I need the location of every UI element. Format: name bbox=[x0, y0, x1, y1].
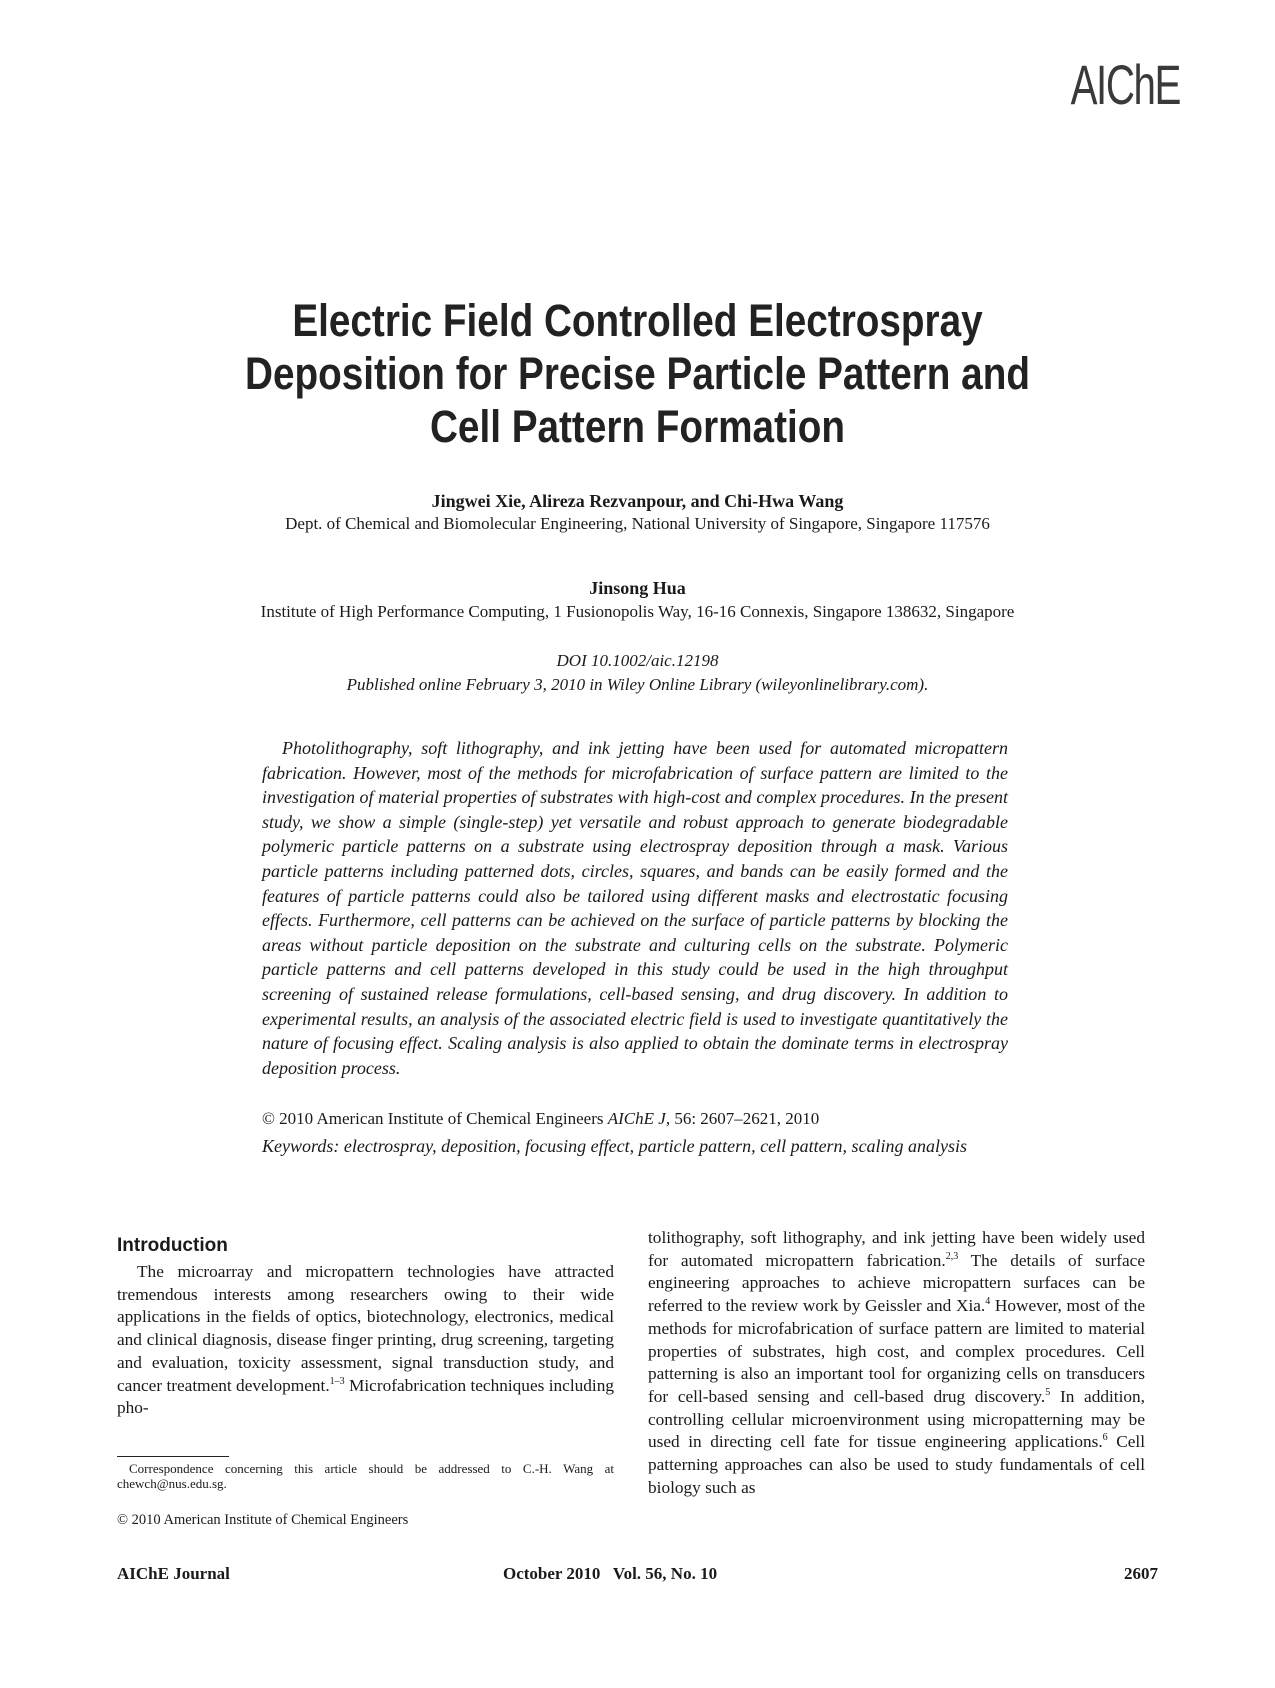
right-text-5: Cell patterning approaches can also be used to study fundamentals of cell biology such as bbox=[648, 1432, 1145, 1497]
copyright-suffix: 56: 2607–2621, 2010 bbox=[670, 1109, 820, 1128]
title-line-3: Cell Pattern Formation bbox=[429, 401, 846, 452]
right-text-4: In addition, controlling cellular microenvironment using micropatterning may be used in directing cell fate for tissue engineering applications. bbox=[648, 1386, 1146, 1452]
intro-left-column bbox=[117, 1261, 614, 1420]
citation-ref: 5 bbox=[1045, 1387, 1051, 1399]
footer-issue: October 2010 Vol. 56, No. 10 bbox=[503, 1564, 718, 1583]
title-line-2: Deposition for Precise Particle Pattern and bbox=[245, 348, 1030, 399]
intro-right-column bbox=[648, 1227, 1145, 1499]
intro-left-text: The microarray and micropattern technologies have attracted tremendous interests among researchers owing to their wide applications in the fields of optics, biotechnology, electronics, medical and clinical diagnosis, disease finger printing, drug screening, targeting and evaluation, toxicity assessment, signal transduction study, and cancer treatment development. bbox=[117, 1262, 614, 1395]
citation-ref: 6 bbox=[1102, 1432, 1108, 1444]
footnote-rule bbox=[117, 1456, 229, 1457]
footer-page-number: 2607 bbox=[1124, 1564, 1158, 1583]
author-list-2: Jinsong Hua bbox=[589, 578, 686, 598]
journal-abbrev: AIChE J, bbox=[607, 1109, 671, 1128]
published-online: Published online February 3, 2010 in Wiley Online Library (wileyonlinelibrary.com). bbox=[346, 675, 929, 694]
right-text-1: tolithography, soft lithography, and ink jetting have been widely used for automated micropattern fabrication. bbox=[648, 1228, 1145, 1270]
article-title bbox=[160, 294, 1115, 453]
aiche-logo: AIChE bbox=[1070, 53, 1180, 116]
affiliation-2: Institute of High Performance Computing, 1 Fusionopolis Way, 16-16 Connexis, Singapore 138632, Singapore bbox=[260, 602, 1015, 621]
abstract-copyright bbox=[262, 1109, 1008, 1129]
right-text-3: However, most of the methods for microfabrication of surface pattern are limited to material properties of substrates, high cost, and complex procedures. Cell patterning is also an important tool for organizing cells on transducers for cell-based sensing and cell-based drug discovery. bbox=[648, 1296, 1145, 1406]
citation-ref: 1–3 bbox=[329, 1375, 345, 1387]
right-text-2: The details of surface engineering approaches to achieve micropattern surfaces can be referred to the review work by Geissler and Xia. bbox=[648, 1250, 1145, 1316]
intro-left-text-2: Microfabrication techniques including pho- bbox=[117, 1375, 614, 1418]
copyright-notice: © 2010 American Institute of Chemical Engineers bbox=[117, 1512, 409, 1528]
correspondence-footnote: Correspondence concerning this article should be addressed to C.-H. Wang at chewch@nus.edu.sg. bbox=[117, 1461, 614, 1491]
affiliation-1: Dept. of Chemical and Biomolecular Engineering, National University of Singapore, Singapore 117576 bbox=[285, 514, 990, 533]
copyright-prefix: © 2010 American Institute of Chemical Engineers bbox=[262, 1109, 608, 1128]
keywords: Keywords: electrospray, deposition, focusing effect, particle pattern, cell pattern, scaling analysis bbox=[262, 1136, 968, 1156]
citation-ref: 4 bbox=[985, 1296, 991, 1308]
doi: DOI 10.1002/aic.12198 bbox=[556, 651, 719, 670]
title-line-1: Electric Field Controlled Electrospray bbox=[292, 295, 983, 346]
abstract: Photolithography, soft lithography, and ink jetting have been used for automated micropattern fabrication. However, most of the methods for microfabrication of surface pattern are limited to the investigation of material properties of substrates with high-cost and complex procedures. In the present study, we show a simple (single-step) yet versatile and robust approach to generate biodegradable polymeric particle patterns on a substrate using electrospray deposition through a mask. Various particle patterns including patterned dots, circles, squares, and bands can be easily formed and the features of particle patterns could also be tailored using different masks and electrostatic focusing effects. Furthermore, cell patterns can be achieved on the surface of particle patterns by blocking the areas without particle deposition on the substrate and culturing cells on the substrate. Polymeric particle patterns and cell patterns developed in this study could be used in the high throughput screening of sustained release formulations, cell-based sensing, and drug discovery. In addition to experimental results, an analysis of the associated electric field is used to investigate quantitatively the nature of focusing effect. Scaling analysis is also applied to obtain the dominate terms in electrospray deposition process. bbox=[262, 738, 1008, 1078]
author-list-1: Jingwei Xie, Alireza Rezvanpour, and Chi-Hwa Wang bbox=[431, 491, 844, 511]
citation-ref: 2,3 bbox=[945, 1250, 959, 1262]
section-heading-introduction: Introduction bbox=[117, 1235, 228, 1256]
footer-journal: AIChE Journal bbox=[117, 1564, 230, 1583]
